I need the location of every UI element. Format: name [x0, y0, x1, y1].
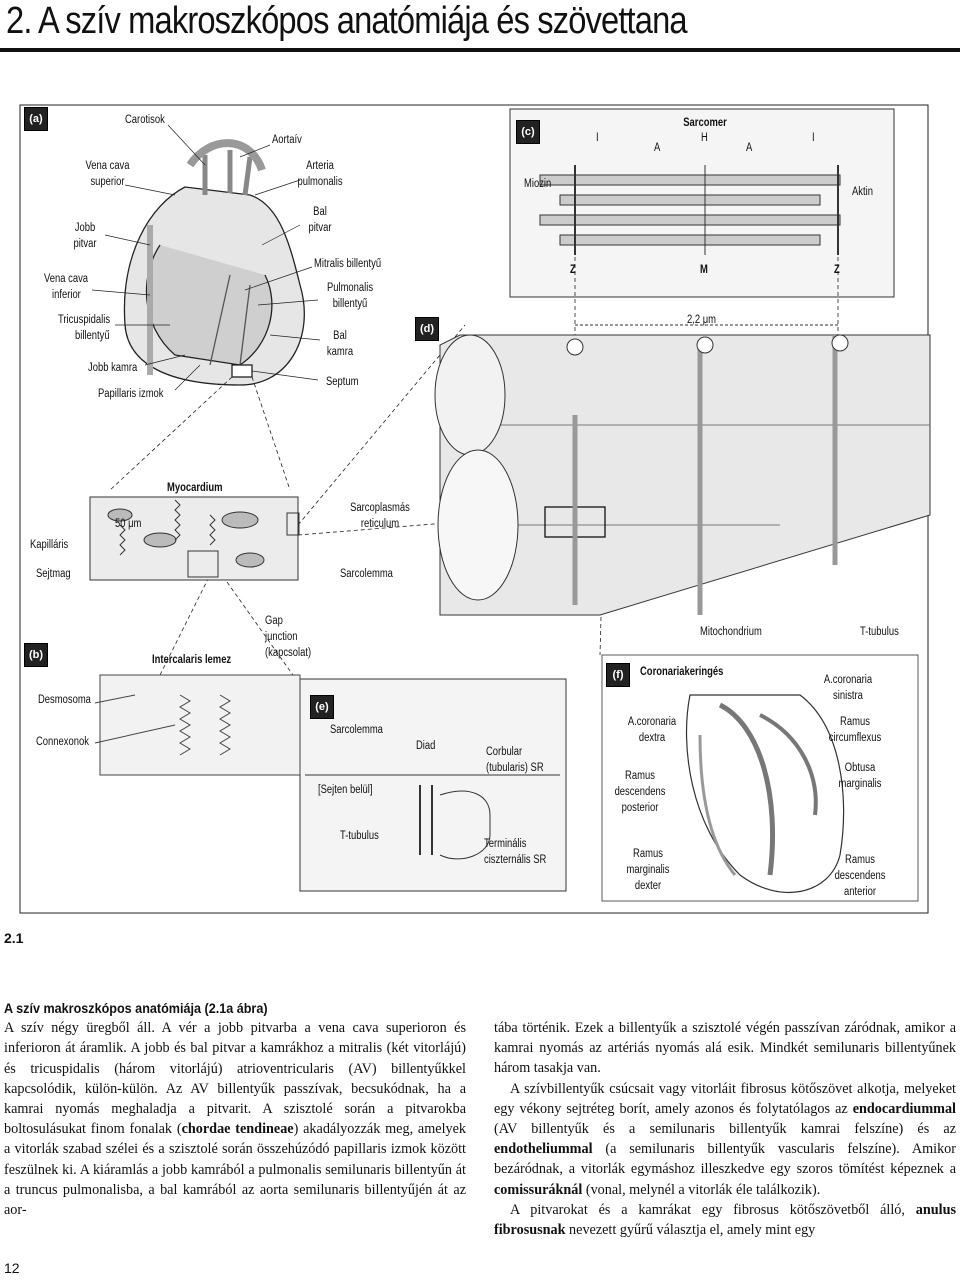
label-arteria-pulmonalis-1: Arteria — [306, 160, 334, 172]
left-paragraph: A szív négy üregből áll. A vér a jobb pitvarba a vena cava superioron és inferioron át áramlik. A jobb és bal pitvar a kamrákhoz a mitralis (két vitorlájú) és tricuspidalis (három vitorlájú) atrioventricularis (AV) billentyűkkel kapcsolódik, külön-külön. Az AV billentyűk passzívak, becsukódnak, ha a kamrai nyomás meghaladja a pitvarit. A szisztolé során a pitvarokba boltosulásukat finom fonalak (chordae tendineae) akadályozzák meg, amelyek a vitorlák szabad szélei és a szisztolé során összehúzódó papillaris izmok között feszülnek ki. A kiáramlás a jobb kamrából a pulmonalis semilunaris billentyűn át a truncus pulmonalisba, a bal kamrából az aorta semilunaris billentyűjén át az aor- — [4, 1020, 466, 1219]
left-text-1: A szív négy üregből áll. A vér a jobb pitvarba a vena cava superioron és inferioron át áramlik. A jobb és bal pitvar a kamrákhoz a mitralis (két vitorlájú) és tricuspidalis (három vitorlájú) atrioventricularis (AV) billentyűkkel kapcsolódik, külön-külön. Az AV billentyűk passzívak, becsukódnak, ha a kamrai nyomás meghaladja a pitvarit. A szisztolé során a pitvarokba boltosulásukat finom fonalak — [4, 1020, 466, 1138]
label-scale-50um: 50 μm — [115, 518, 142, 530]
label-obtusa-2: marginalis — [838, 778, 882, 790]
right-paragraph-1: tába történik. Ezek a billentyűk a szisztolé végén passzívan záródnak, amikor a kamrai nyomás az artériás nyomás alá esik. Mindkét semilunaris billentyűnek három tasakja van. — [494, 1020, 956, 1077]
page-number: 12 — [4, 1260, 20, 1276]
label-a-cor-dex-2: dextra — [638, 732, 666, 744]
label-marg-dex-1: Ramus — [633, 848, 663, 860]
label-aortaiv: Aortaív — [272, 134, 302, 146]
label-i-right: I — [812, 132, 815, 144]
panel-tag-a: (a) — [24, 107, 48, 131]
label-terminalis-2: ciszternális SR — [484, 854, 547, 866]
muscle-fibre-illustration — [435, 335, 930, 615]
panel-tag-c: (c) — [516, 120, 540, 144]
label-papillaris: Papillaris izmok — [98, 388, 164, 400]
label-sarcolemma-myo: Sarcolemma — [340, 568, 393, 580]
label-jobb-kamra: Jobb kamra — [88, 362, 138, 374]
label-bal-kamra-1: Bal — [333, 330, 347, 342]
label-intercalaris: Intercalaris lemez — [152, 654, 232, 666]
label-sarcolemma-e: Sarcolemma — [330, 724, 383, 736]
p2-text-a: A szívbillentyűk csúcsait vagy vitorláit fibrosus kötőszövet alkotja, melyeket egy vékony sejtréteg borít, amely azonos és folytatólagos az — [494, 1080, 956, 1117]
label-tricuspidalis-1: Tricuspidalis — [58, 314, 111, 326]
label-a-left: A — [654, 142, 661, 154]
label-sejtmag: Sejtmag — [36, 568, 71, 580]
label-marg-dex-3: dexter — [634, 880, 662, 892]
right-paragraph-2 — [494, 1079, 956, 1200]
label-corbular-2: (tubularis) SR — [486, 762, 544, 774]
label-coronariakeringes: Coronariakeringés — [640, 666, 724, 678]
label-carotisok: Carotisok — [125, 114, 165, 126]
label-gap-1: Gap — [265, 615, 283, 627]
label-desc-post-3: posterior — [621, 802, 659, 814]
label-length: 2,2 μm — [687, 314, 717, 326]
label-gap-2: junction — [265, 631, 298, 643]
label-bal-pitvar-2: pitvar — [308, 222, 332, 234]
label-desc-ant-1: Ramus — [845, 854, 875, 866]
label-terminalis-1: Terminális — [484, 838, 527, 850]
label-t-tubulus-d: T-tubulus — [860, 626, 899, 638]
p2-text-g: (vonal, melynél a vitorlák éle találkozik). — [582, 1181, 821, 1198]
page-title-bar — [0, 0, 960, 48]
term-endocardium: endocardiummal — [852, 1100, 956, 1117]
page-title: 2. A szív makroszkópos anatómiája és szövettana — [6, 0, 687, 42]
label-obtusa-1: Obtusa — [844, 762, 876, 774]
left-column — [4, 998, 466, 1220]
figure-drawing — [0, 95, 960, 925]
label-marg-dex-2: marginalis — [626, 864, 670, 876]
term-endothelium: endotheliummal — [494, 1141, 593, 1158]
label-pulmonalis-2: billentyű — [332, 298, 368, 310]
label-miozin: Miozin — [524, 178, 552, 190]
label-arteria-pulmonalis-2: pulmonalis — [297, 176, 343, 188]
label-vena-cava-superior-1: Vena cava — [85, 160, 130, 172]
label-kapillaris: Kapilláris — [30, 539, 69, 551]
p2-text-c: (AV billentyűk és a semilunaris billentyűk kamrai felszíne) és az — [494, 1121, 956, 1138]
section-heading: A szív makroszkópos anatómiája (2.1a ábra) — [4, 1000, 268, 1016]
label-a-cor-sin-2: sinistra — [833, 690, 863, 702]
label-z-right: Z — [834, 264, 840, 276]
label-desc-ant-2: descendens — [834, 870, 886, 882]
term-chordae: chordae tendineae — [181, 1121, 294, 1138]
label-corbular-1: Corbular — [486, 746, 523, 758]
label-sarcoplasmas-1: Sarcoplasmás — [350, 502, 410, 514]
label-myocardium: Myocardium — [167, 482, 223, 494]
label-vena-cava-inferior-2: inferior — [52, 289, 81, 301]
label-a-cor-dex-1: A.coronaria — [627, 716, 677, 728]
term-comissura: comissuráknál — [494, 1181, 583, 1198]
label-bal-pitvar-1: Bal — [313, 206, 327, 218]
figure-2-1 — [0, 95, 960, 925]
panel-tag-f: (f) — [606, 663, 630, 687]
label-bal-kamra-2: kamra — [326, 346, 354, 358]
label-septum: Septum — [326, 376, 359, 388]
label-sarcoplasmas-2: reticulum — [360, 518, 400, 530]
label-z-left: Z — [570, 264, 576, 276]
label-circumflexus-1: Ramus — [840, 716, 870, 728]
title-rule — [0, 48, 960, 52]
label-t-tubulus-e: T-tubulus — [340, 830, 379, 842]
intercalated-disc-diagram — [95, 675, 300, 775]
label-desc-ant-3: anterior — [844, 886, 876, 898]
p3-text-a: A pitvarokat és a kamrákat egy fibrosus kötőszövetből álló, — [510, 1201, 916, 1218]
myocardium-tissue — [90, 497, 299, 580]
label-aktin: Aktin — [852, 186, 873, 198]
label-sarcomer: Sarcomer — [683, 117, 727, 129]
label-m: M — [700, 264, 708, 276]
heart-illustration — [124, 143, 304, 385]
p3-text-c: nevezett gyűrű választja el, amely mint egy — [565, 1222, 816, 1239]
label-a-cor-sin-1: A.coronaria — [823, 674, 873, 686]
p2-text-e: (a semilunaris billentyűk vascularis felszíne). Amikor bezáródnak, a vitorlák egymáshoz illeszkedve egy szoros tömítést képeznek a — [494, 1141, 956, 1178]
right-column — [494, 1018, 956, 1240]
label-pulmonalis-1: Pulmonalis — [326, 282, 374, 294]
label-i-left: I — [596, 132, 599, 144]
figure-number: 2.1 — [4, 930, 24, 946]
label-mitralis: Mitralis billentyű — [314, 258, 382, 270]
label-desc-post-1: Ramus — [625, 770, 655, 782]
label-diad: Diad — [416, 740, 436, 752]
label-jobb-pitvar-2: pitvar — [73, 238, 97, 250]
label-h: H — [701, 132, 708, 144]
panel-tag-e: (e) — [310, 695, 334, 719]
label-circumflexus-2: circumflexus — [828, 732, 882, 744]
label-vena-cava-inferior-1: Vena cava — [44, 273, 89, 285]
label-tricuspidalis-2: billentyű — [75, 330, 110, 342]
right-paragraph-3 — [494, 1200, 956, 1240]
label-desc-post-2: descendens — [614, 786, 666, 798]
label-gap-3: (kapcsolat) — [265, 647, 312, 659]
label-mitochondrium: Mitochondrium — [700, 626, 762, 638]
term-anulus: anulus fibrosusnak — [494, 1201, 956, 1239]
panel-tag-b: (b) — [24, 643, 48, 667]
label-desmosoma: Desmosoma — [38, 694, 91, 706]
left-text-2: ) akadályozzák meg, amelyek a vitorlák szabad szélei és a szisztolé során összehúzódó papillaris izmok között feszülnek ki. A kiáramlás a jobb kamrából a pulmonalis semilunaris billentyűn át a truncus pulmonalisba, a bal kamrából az aorta semilunaris billentyűjén át az aor- — [4, 1121, 466, 1219]
label-sejten-belul: [Sejten belül] — [318, 784, 373, 796]
label-vena-cava-superior-2: superior — [90, 176, 125, 188]
label-a-right: A — [746, 142, 753, 154]
label-connexonok: Connexonok — [36, 736, 89, 748]
panel-tag-d: (d) — [415, 317, 439, 341]
label-jobb-pitvar-1: Jobb — [74, 222, 96, 234]
